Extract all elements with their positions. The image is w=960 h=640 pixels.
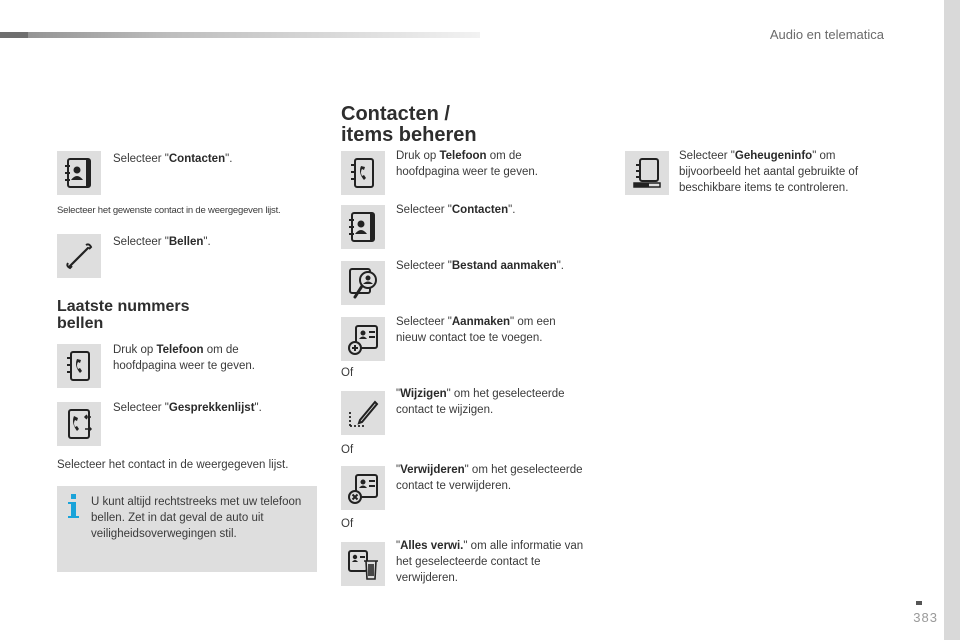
contacts-book-icon (57, 151, 101, 195)
or-label-1: Of (341, 367, 354, 379)
or-label-2: Of (341, 444, 354, 456)
phone-book-icon (341, 151, 385, 195)
left-step-gesprekkenlijst: Selecteer "Gesprekkenlijst". (113, 402, 262, 414)
left-select-contact: Selecteer het contact in de weergegeven lijst. (57, 459, 289, 471)
edit-pencil-icon (341, 391, 385, 435)
mid-step-contacten: Selecteer "Contacten". (396, 204, 516, 216)
phone-book-icon (57, 344, 101, 388)
heading-manage-contacts: Contacten / items beheren (341, 103, 477, 146)
section-title: Audio en telematica (769, 27, 884, 42)
delete-all-icon (341, 542, 385, 586)
info-text: U kunt altijd rechtstreeks met uw telefoon bellen. Zet in dat geval de auto uit veiligheidsoverwegingen stil. (91, 496, 302, 540)
mid-step-verwijderen: "Verwijderen" om het geselecteerde contact te verwijderen. (396, 464, 583, 492)
mid-step-telefoon: Druk op Telefoon om de hoofdpagina weer te geven. (396, 150, 538, 178)
mid-step-bestand-aanmaken: Selecteer "Bestand aanmaken". (396, 260, 564, 272)
memory-info-icon (625, 151, 669, 195)
left-step-bellen: Selecteer "Bellen". (113, 236, 211, 248)
or-label-3: Of (341, 518, 354, 530)
handset-icon (57, 234, 101, 278)
contacts-book-icon (341, 205, 385, 249)
page-marker (916, 601, 922, 605)
left-note: Selecteer het gewenste contact in de weergegeven lijst. (57, 205, 281, 216)
info-box (57, 486, 317, 572)
left-step-telefoon: Druk op Telefoon om de hoofdpagina weer te geven. (113, 344, 255, 372)
left-step-contacts: Selecteer "Contacten". (113, 153, 233, 165)
add-contact-icon (341, 317, 385, 361)
page-number: 383 (913, 610, 938, 625)
mid-step-aanmaken: Selecteer "Aanmaken" om een nieuw contact toe te voegen. (396, 316, 556, 344)
right-edge-strip (944, 0, 960, 640)
create-file-icon (341, 261, 385, 305)
heading-recent-calls: Laatste nummers bellen (57, 298, 190, 332)
delete-contact-icon (341, 466, 385, 510)
mid-step-wijzigen: "Wijzigen" om het geselecteerde contact te wijzigen. (396, 388, 565, 416)
info-icon (67, 493, 81, 519)
right-step-geheugeninfo: Selecteer "Geheugeninfo" om bijvoorbeeld het aantal gebruikte of beschikbare items te controleren. (679, 150, 859, 194)
top-decor-bar (0, 32, 480, 38)
call-log-icon (57, 402, 101, 446)
mid-step-alles-verwijderen: "Alles verwi." om alle informatie van het geselecteerde contact te verwijderen. (396, 540, 584, 584)
